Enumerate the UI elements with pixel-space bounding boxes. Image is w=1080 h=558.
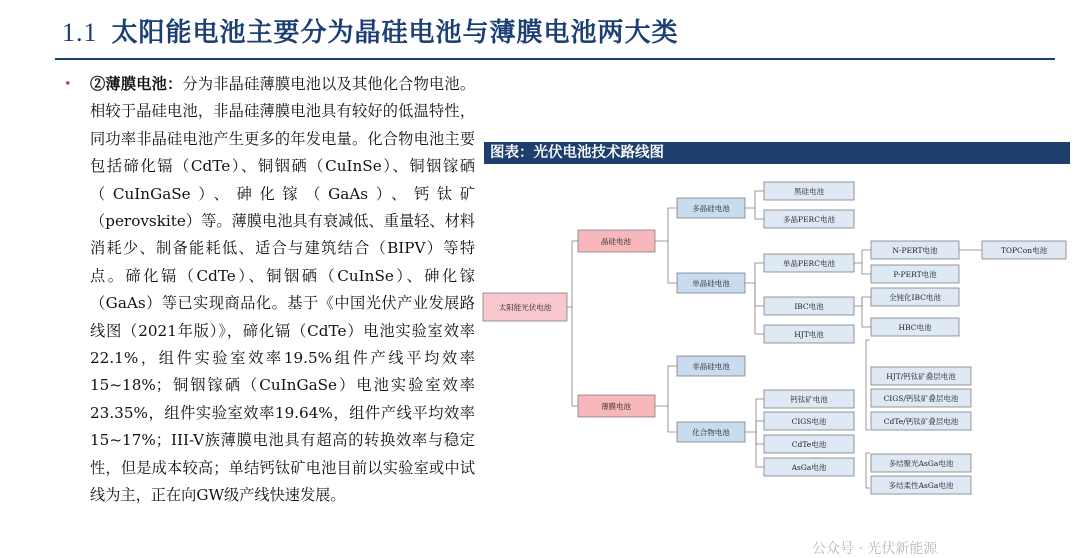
node-p-pert [871, 265, 959, 283]
node-mono [677, 273, 745, 293]
node-mono-perc [764, 254, 854, 272]
svg-text:CIGS电池: CIGS电池 [791, 417, 827, 426]
node-compound [677, 422, 745, 442]
node-topcon [982, 241, 1066, 259]
svg-text:全钝化IBC电池: 全钝化IBC电池 [889, 293, 941, 302]
bullet-icon: • [64, 77, 72, 92]
node-perovskite [764, 390, 854, 408]
svg-text:晶硅电池: 晶硅电池 [601, 237, 631, 246]
node-root [483, 293, 567, 321]
figure-caption: 图表：光伏电池技术路线图 [484, 142, 1070, 164]
svg-text:P-PERT电池: P-PERT电池 [893, 270, 937, 279]
node-hbc [871, 318, 959, 336]
node-crystal [578, 230, 655, 252]
node-flex-asga [871, 476, 971, 494]
svg-text:黑硅电池: 黑硅电池 [794, 187, 824, 196]
body-paragraph [90, 71, 475, 510]
svg-text:多晶PERC电池: 多晶PERC电池 [783, 215, 835, 224]
svg-text:薄膜电池: 薄膜电池 [601, 402, 631, 411]
node-thinfilm [578, 395, 655, 417]
svg-text:HJT电池: HJT电池 [794, 330, 824, 339]
node-ibc [764, 297, 854, 315]
svg-text:CdTe电池: CdTe电池 [791, 440, 827, 449]
node-hjt-perovskite [871, 367, 971, 385]
node-n-pert [871, 241, 959, 259]
node-cigs [764, 412, 854, 430]
node-poly-bsf [764, 182, 854, 200]
node-hjt [764, 325, 854, 343]
svg-text:CdTe/钙钛矿叠层电池: CdTe/钙钛矿叠层电池 [883, 417, 959, 426]
svg-text:非晶硅电池: 非晶硅电池 [692, 362, 730, 371]
svg-text:多结聚光AsGa电池: 多结聚光AsGa电池 [888, 459, 954, 468]
svg-text:多结柔性AsGa电池: 多结柔性AsGa电池 [888, 481, 954, 490]
section-number: 1.1 [62, 18, 98, 47]
svg-text:N-PERT电池: N-PERT电池 [892, 246, 938, 255]
title-underline [55, 58, 1055, 60]
svg-text:AsGa电池: AsGa电池 [791, 463, 827, 472]
section-title: 太阳能电池主要分为晶硅电池与薄膜电池两大类 [111, 18, 679, 48]
watermark: 公众号 · 光伏新能源 [812, 541, 938, 557]
svg-text:化合物电池: 化合物电池 [692, 428, 730, 437]
pv-roadmap-diagram [480, 170, 1070, 500]
node-cdte-perovskite [871, 412, 971, 430]
svg-text:单晶硅电池: 单晶硅电池 [692, 279, 730, 288]
node-poly-perc [764, 210, 854, 228]
svg-text:单晶PERC电池: 单晶PERC电池 [783, 259, 835, 268]
node-cigs-perovskite [871, 389, 971, 407]
node-asga [764, 458, 854, 476]
node-amorph [677, 356, 745, 376]
svg-text:HBC电池: HBC电池 [898, 323, 932, 332]
svg-text:IBC电池: IBC电池 [794, 302, 824, 311]
node-poly [677, 198, 745, 218]
node-full-ibc [871, 288, 959, 306]
svg-text:太阳能光伏电池: 太阳能光伏电池 [498, 303, 552, 312]
node-cdte [764, 435, 854, 453]
svg-text:TOPCon电池: TOPCon电池 [1000, 246, 1048, 255]
paragraph-text: 分为非晶硅薄膜电池以及其他化合物电池。相较于晶硅电池，非晶硅薄膜电池具有较好的低温特性，同功率非晶硅电池产生更多的年发电量。化合物电池主要包括碲化镉（CdTe）、铜铟硒（CuInSe）、铜铟镓硒（CuInGaSe）、砷化镓（GaAs）、钙钛矿（perovskite）等。薄膜电池具有衰减低、重量轻、材料消耗少、制备能耗低、适合与建筑结合（BIPV）等特点。碲化镉（CdTe）、铜铟硒（CuInSe）、砷化镓（GaAs）等已实现商品化。基于《中国光伏产业发展路线图（2021年版）》，碲化镉（CdTe）电池实验室效率22.1%，组件实验室效率19.5%组件产线平均效率15~18%；铜铟镓硒（CuInGaSe）电池实验室效率23.35%，组件实验室效率19.64%，组件产线平均效率15~17%；III-V族薄膜电池具有超高的转换效率与稳定性，但是成本较高；单结钙钛矿电池目前以实验室或中试线为主，正在向GW级产线快速发展。 [90, 75, 476, 505]
svg-text:钙钛矿电池: 钙钛矿电池 [790, 395, 828, 404]
page-title [62, 12, 679, 49]
svg-text:HJT/钙钛矿叠层电池: HJT/钙钛矿叠层电池 [886, 372, 956, 381]
node-multi-asga [871, 454, 971, 472]
svg-text:CIGS/钙钛矿叠层电池: CIGS/钙钛矿叠层电池 [883, 394, 959, 403]
svg-text:多晶硅电池: 多晶硅电池 [692, 204, 730, 213]
paragraph-lead: ②薄膜电池： [90, 75, 183, 93]
